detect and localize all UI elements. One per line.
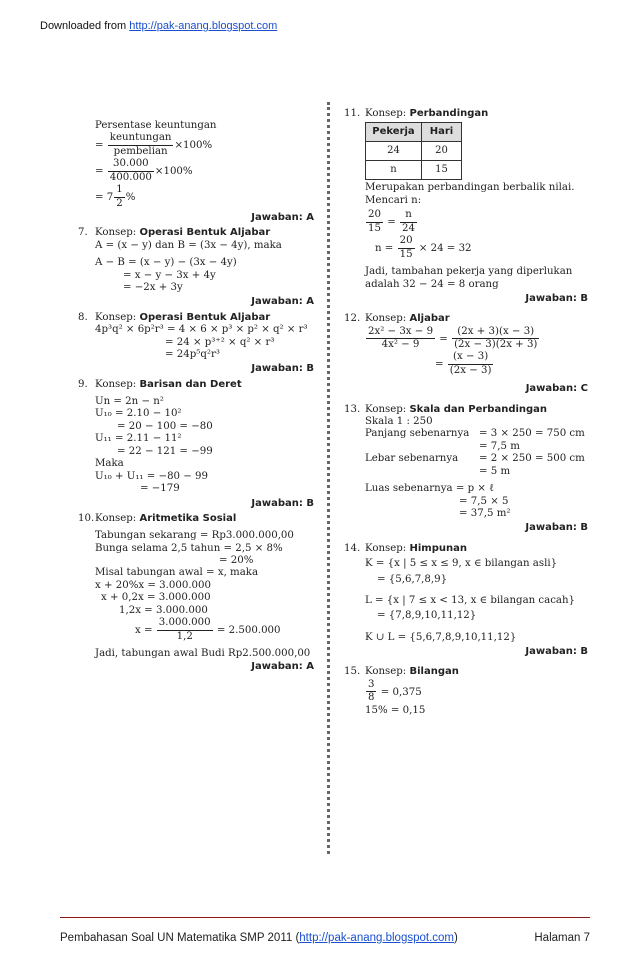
fraction	[108, 132, 174, 158]
download-note-text: Downloaded from	[40, 20, 130, 32]
table-row	[365, 466, 587, 478]
konsep-label: Konsep:	[365, 542, 410, 554]
fraction	[452, 326, 539, 352]
formula-line	[365, 483, 588, 495]
problem-14	[344, 543, 588, 659]
problem-12	[344, 313, 588, 395]
left-column	[78, 100, 314, 676]
text-line: U₁₀ + U₁₁ = −80 − 99	[95, 470, 209, 482]
table-row	[366, 161, 462, 180]
text-line: U₁₁ = 2.11 − 11²	[95, 433, 182, 445]
konsep-label: Konsep:	[365, 108, 410, 119]
answer-label: Jawaban: B	[525, 522, 588, 534]
text-line: Maka	[95, 458, 124, 470]
value-cell: = 3 × 250 = 750 cm	[479, 428, 585, 440]
text: ×100%	[174, 140, 213, 152]
text-line: = {7,8,9,10,11,12}	[377, 610, 477, 622]
label-cell	[365, 441, 479, 453]
label-cell: Lebar sebenarnya	[365, 453, 459, 465]
formula-line	[365, 679, 588, 705]
header-cell: Pekerja	[366, 123, 422, 142]
text-line: L = {x | 7 ≤ x < 13, x ∈ bilangan cacah}	[365, 594, 576, 606]
problem-heading	[365, 108, 588, 120]
text-line: A − B = (x − y) − (3x − 4y)	[95, 257, 237, 269]
numerator: keuntungan	[108, 132, 174, 145]
text-line: 1,2x = 3.000.000	[119, 604, 208, 616]
denominator: 4x² − 9	[381, 339, 420, 350]
text: %	[125, 192, 136, 204]
formula-line	[365, 235, 588, 261]
problem-number: 9.	[78, 378, 88, 390]
numerator: 3.000.000	[157, 617, 213, 630]
text-line: = 20%	[219, 555, 254, 566]
answer-label: Jawaban: A	[251, 660, 314, 672]
table-cell: 15	[422, 161, 462, 180]
text: = 2.500.000	[216, 625, 281, 637]
formula-line: = $\frac{\text{keuntungan}}{\text{pembelian}}$ ×100%	[95, 132, 213, 157]
denominator: pembelian	[113, 145, 168, 157]
numerator: 3	[366, 679, 376, 692]
text-line: x + 0,2x = 3.000.000	[101, 592, 211, 604]
page-footer	[60, 917, 590, 944]
denominator: 1,2	[176, 630, 193, 642]
problem-7	[78, 227, 314, 308]
problem-11	[344, 108, 588, 305]
text-line: Merupakan perbandingan berbalik nilai.	[365, 182, 575, 194]
value-cell: = 5 m	[479, 465, 511, 477]
text-line: K = {x | 5 ≤ x ≤ 9, x ∈ bilangan asli}	[365, 558, 558, 570]
right-column	[344, 100, 588, 717]
problem-number: 10.	[78, 512, 95, 524]
problem-number: 8.	[78, 311, 88, 323]
text-line: Tabungan sekarang = Rp3.000.000,00	[95, 530, 294, 542]
answer-label: Jawaban: A	[251, 212, 314, 224]
download-note	[40, 20, 277, 32]
konsep-title: Barisan dan Deret	[139, 378, 242, 390]
numerator: (2x + 3)(x − 3)	[452, 326, 539, 339]
konsep-title: Bilangan	[409, 666, 459, 678]
text-line: Persentase keuntungan	[95, 120, 217, 131]
text-line: = 20 − 100 = −80	[117, 420, 213, 432]
problem-heading	[365, 666, 588, 678]
text-line: Skala 1 : 250	[365, 415, 433, 427]
fraction	[108, 158, 154, 184]
table-cell: 20	[422, 142, 462, 161]
konsep-label: Konsep:	[365, 666, 410, 678]
answer-label: Jawaban: B	[251, 497, 314, 509]
numerator: 30.000	[108, 158, 154, 171]
formula-line	[95, 184, 314, 210]
problem-heading	[95, 227, 314, 239]
answer-label: Jawaban: A	[251, 296, 314, 308]
numerator: 2x² − 3x − 9	[366, 326, 435, 339]
text-line: = 22 − 121 = −99	[117, 445, 213, 457]
answer-label: Jawaban: C	[525, 383, 588, 395]
text-line: K ∪ L = {5,6,7,8,9,10,11,12}	[365, 631, 517, 643]
text: × 24 = 32	[418, 243, 472, 255]
denominator: 24	[402, 222, 415, 234]
text-line: = 24p⁵q²r³	[165, 348, 220, 360]
text-line: 15% = 0,15	[365, 704, 426, 716]
konsep-title: Aritmetika Sosial	[139, 512, 237, 524]
page-number: Halaman 7	[534, 932, 590, 944]
problem-number: 7.	[78, 227, 88, 239]
table-cell: n	[366, 161, 422, 180]
problem-13	[344, 404, 588, 535]
formula-line	[365, 209, 588, 235]
value-cell: = 7,5 m	[479, 440, 520, 452]
numerator: (x − 3)	[448, 351, 494, 364]
konsep-label: Konsep:	[95, 311, 140, 323]
problem-heading	[95, 312, 314, 324]
denominator: 2	[116, 197, 123, 209]
text: ×100%	[154, 166, 193, 178]
text-line: = 37,5 m²	[459, 508, 511, 519]
konsep-title: Himpunan	[409, 542, 467, 554]
problem-15	[344, 666, 588, 717]
text-line: Jadi, tabungan awal Budi Rp2.500.000,00	[95, 648, 311, 660]
problem-number: 12.	[344, 313, 361, 325]
numerator: 20	[398, 235, 415, 248]
value-cell: = 2 × 250 = 500 cm	[479, 453, 585, 465]
problem-9	[78, 379, 314, 510]
denominator: 8	[368, 692, 375, 704]
scale-table	[365, 428, 587, 478]
fraction	[366, 209, 383, 235]
denominator: 15	[368, 222, 381, 234]
konsep-label: Konsep:	[95, 378, 140, 390]
text-line: Mencari n:	[365, 194, 422, 206]
text: Luas sebenarnya	[365, 483, 453, 495]
text: x =	[135, 625, 153, 637]
konsep-title: Skala dan Perbandingan	[409, 403, 548, 415]
problem-number: 15.	[344, 666, 361, 678]
fraction	[366, 679, 376, 705]
text: = 7	[95, 192, 114, 204]
text-line: x + 20%x = 3.000.000	[95, 579, 212, 591]
fraction	[398, 235, 415, 261]
text-line: = 7,5 × 5	[459, 495, 509, 507]
konsep-title: Operasi Bentuk Aljabar	[139, 227, 271, 239]
label-cell	[365, 466, 479, 478]
problem-6-continued	[78, 120, 314, 224]
problem-heading	[95, 513, 314, 525]
problem-10	[78, 513, 314, 673]
denominator: (2x − 3)(2x + 3)	[454, 339, 538, 350]
denominator: (2x − 3)	[449, 364, 492, 376]
table-cell: 24	[366, 142, 422, 161]
text-line: adalah 32 − 24 = 8 orang	[365, 278, 499, 290]
konsep-label: Konsep:	[95, 227, 140, 239]
konsep-label: Konsep:	[365, 403, 410, 415]
text-line: = 24 × p³⁺² × q² × r³	[165, 336, 275, 348]
text-line: U₁₀ = 2.10 − 10²	[95, 408, 182, 420]
text-line: Misal tabungan awal = x, maka	[95, 567, 259, 579]
table-row	[366, 142, 462, 161]
fraction	[400, 209, 417, 235]
formula-line: $\frac{\text{2x² − 3x − 9}}{\text{4x² − 9}}$ = $\frac{(2x + 3)(x - 3)}{(2x - 3)(2x + 3)}$	[368, 325, 538, 350]
ratio-table	[365, 122, 462, 180]
fraction	[157, 617, 213, 643]
denominator: 400.000	[109, 171, 152, 183]
konsep-label: Konsep:	[365, 313, 410, 325]
problem-heading	[365, 313, 588, 325]
formula-line: = $\frac{30.000}{400.000}$ ×100%	[95, 158, 193, 183]
numerator: 1	[114, 184, 124, 197]
fraction	[448, 351, 494, 377]
problem-heading	[365, 543, 588, 555]
table-header-row	[366, 123, 462, 142]
konsep-title: Perbandingan	[409, 108, 489, 119]
answer-label: Jawaban: B	[525, 646, 588, 658]
formula-line: = $\frac{(x - 3)}{(2x - 3)}$	[435, 351, 492, 376]
text-line: = −2x + 3y	[123, 282, 183, 293]
problem-number: 13.	[344, 403, 361, 415]
text-line: Jadi, tambahan pekerja yang diperlukan	[365, 266, 573, 278]
text-line: Bunga selama 2,5 tahun = 2,5 × 8%	[95, 542, 283, 554]
footer-text: )	[454, 932, 458, 944]
text-line: A = (x − y) dan B = (3x − 4y), maka	[95, 239, 282, 251]
text-line: = x − y − 3x + 4y	[123, 269, 216, 281]
text: n =	[375, 243, 394, 255]
text-line: = −179	[140, 483, 180, 495]
column-divider	[327, 102, 330, 854]
formula-line	[95, 617, 314, 643]
numerator: 20	[366, 209, 383, 222]
text: = 0,375	[380, 686, 422, 698]
numerator: n	[400, 209, 417, 222]
text: = p × ℓ	[455, 483, 495, 495]
label-cell: Panjang sebenarnya	[365, 428, 470, 440]
footer-link[interactable]: http://pak-anang.blogspot.com	[299, 932, 454, 944]
table-row	[365, 453, 587, 465]
answer-label: Jawaban: B	[251, 363, 314, 375]
text-line: Un = 2n − n²	[95, 396, 164, 407]
konsep-label: Konsep:	[95, 512, 140, 524]
header-cell: Hari	[422, 123, 462, 142]
answer-label: Jawaban: B	[525, 292, 588, 304]
table-row	[365, 441, 587, 453]
header-link[interactable]: http://pak-anang.blogspot.com	[129, 20, 278, 32]
text: =	[387, 217, 396, 229]
problem-heading	[365, 404, 588, 416]
denominator: 15	[399, 248, 413, 260]
footer-text: Pembahasan Soal UN Matematika SMP 2011 (	[60, 932, 300, 944]
problem-number: 11.	[344, 108, 361, 119]
problem-heading	[95, 379, 314, 391]
konsep-title: Operasi Bentuk Aljabar	[139, 311, 271, 323]
problem-number: 14.	[344, 542, 361, 554]
footer-title	[60, 932, 458, 944]
text-line: 4p³q² × 6p²r³ = 4 × 6 × p³ × p² × q² × r³	[95, 324, 308, 336]
problem-8	[78, 312, 314, 376]
text-line: = {5,6,7,8,9}	[377, 573, 448, 585]
table-row	[365, 428, 587, 440]
fraction	[114, 184, 124, 210]
fraction	[366, 326, 435, 352]
konsep-title: Aljabar	[409, 313, 450, 325]
